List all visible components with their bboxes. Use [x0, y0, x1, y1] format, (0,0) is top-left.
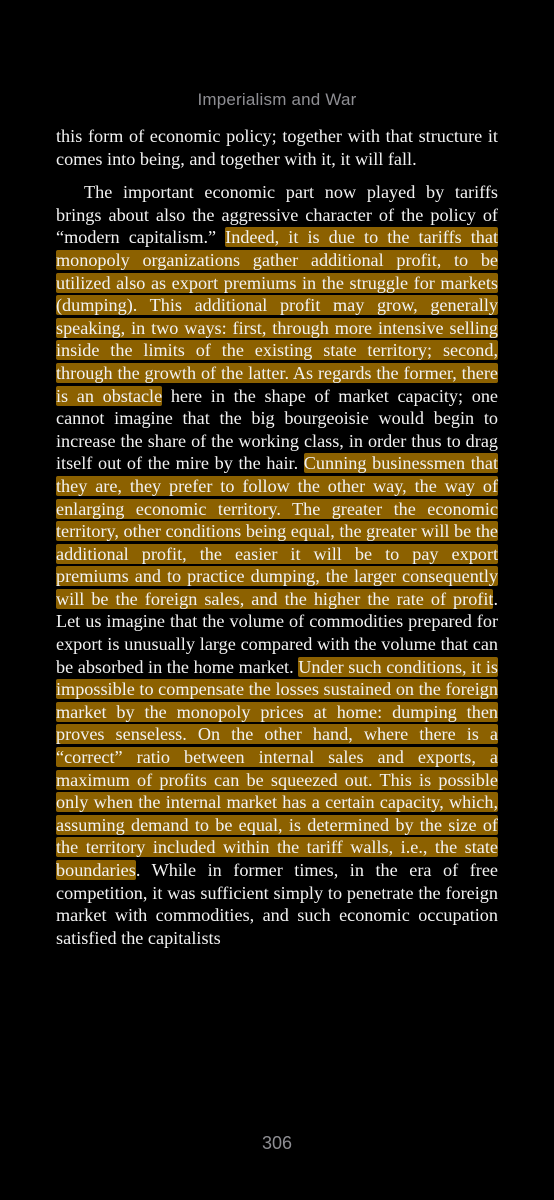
- highlight-2[interactable]: Cunning businessmen that they are, they prefer to follow the other way, the way of enlarging economic territory. The greater the economic territory, other conditions being equal, the greater will be the additional profit, the easier it will be to pay export premiums and to practice dumping, the larger consequently will be the foreign sales, and the higher the rate of profit: [56, 453, 498, 609]
- paragraph-continued: this form of economic policy; together with that structure it comes into being, and together with it, it will fall.: [56, 126, 498, 169]
- plain-text: here in the shape of market capacity; one cannot imagine that the big bourgeoisie would begin to increase the share of the working class, in order thus to drag itself out of the mire by the hair.: [56, 385, 498, 474]
- plain-text: . Let us imagine that the volume of commodities prepared for export is unusually large compared with the volume that can be absorbed in the home market.: [56, 588, 498, 677]
- plain-text: . While in former times, in the era of free competition, it was sufficient simply to penetrate the foreign market with commodities, and such economic occupation satisfied the capitalists: [56, 860, 498, 948]
- plain-text: The important economic part now played by tariffs brings about also the aggressive character of the policy of “modern capitalism.”: [56, 182, 498, 248]
- paragraph-tariffs: [56, 181, 498, 949]
- highlight-1[interactable]: Indeed, it is due to the tariffs that monopoly organizations gather additional profit, to be utilized also as export premiums in the struggle for markets (dumping). This additional profit may grow, generally speaking, in two ways: first, through more intensive selling inside the limits of the existing state territory; second, through the growth of the latter. As regards the former, there is an obstacle: [56, 227, 499, 406]
- book-title: Imperialism and War: [197, 90, 357, 109]
- page-number: 306: [261, 1133, 293, 1153]
- page-text[interactable]: [56, 125, 498, 949]
- highlight-3[interactable]: Under such conditions, it is impossible to compensate the losses sustained on the foreign market by the monopoly prices at home: dumping then proves senseless. On the other hand, where there is a “correct” ratio between internal sales and exports, a maximum of profits can be squeezed out. This is possible only when the internal market has a certain capacity, which, assuming demand to be equal, is determined by the size of the territory included within the tariff walls, i.e., the state boundaries: [56, 656, 499, 880]
